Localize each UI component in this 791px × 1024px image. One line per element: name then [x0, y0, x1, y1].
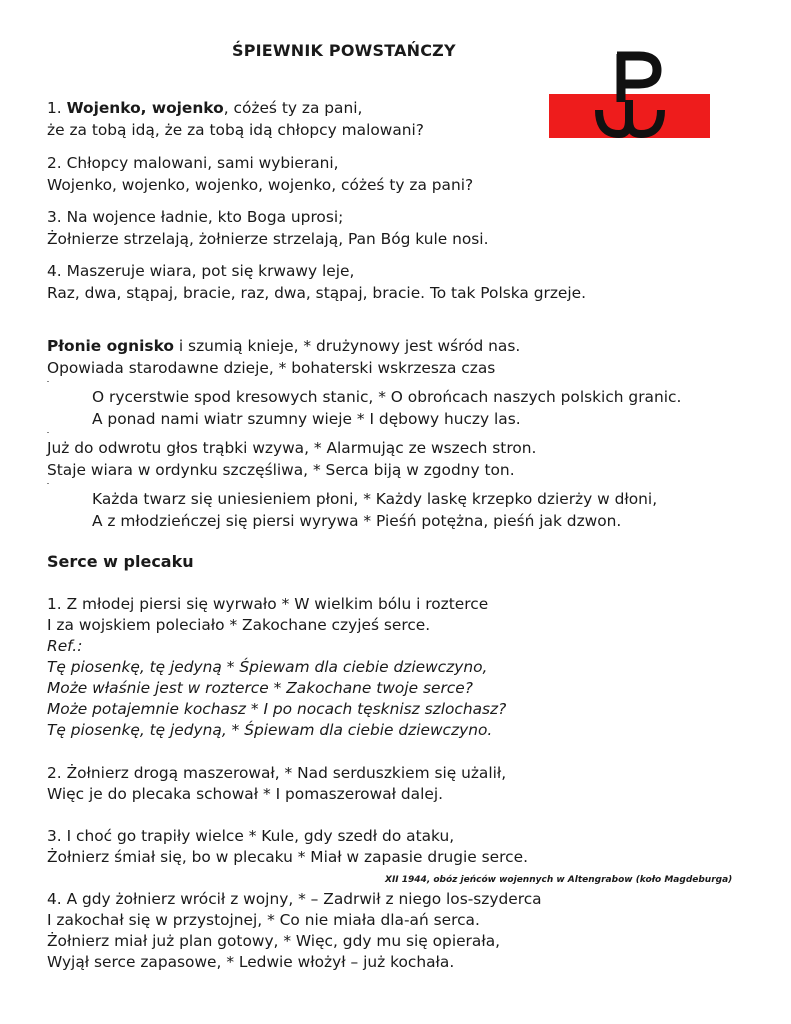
- song2-line1: Płonie ognisko i szumią knieje, * drużynowy jest wśród nas.: [47, 337, 521, 355]
- song3-verse1-line2: I za wojskiem poleciało * Zakochane czyjeś serce.: [47, 616, 431, 634]
- song3-verse3-line1: 3. I choć go trapiły wielce * Kule, gdy szedł do ataku,: [47, 827, 455, 845]
- song2-refrain-line1: O rycerstwie spod kresowych stanic, * O obrońcach naszych polskich granic.: [92, 388, 682, 406]
- song3-refrain-label: Ref.:: [47, 637, 83, 655]
- song1-verse4-line2: Raz, dwa, stąpaj, bracie, raz, dwa, stąpaj, bracie. To tak Polska grzeje.: [47, 284, 587, 302]
- song1-verse1-line1: 1. Wojenko, wojenko, cóżeś ty za pani,: [47, 99, 363, 117]
- song2-line3: Już do odwrotu głos trąbki wzywa, * Alarmując ze wszech stron.: [47, 439, 537, 457]
- song3-verse1-line1: 1. Z młodej piersi się wyrwało * W wielkim bólu i rozterce: [47, 595, 489, 613]
- song2-line2: Opowiada starodawne dzieje, * bohaterski wskrzesza czas: [47, 359, 496, 377]
- song3-verse2-line2: Więc je do plecaka schował * I pomaszerował dalej.: [47, 785, 444, 803]
- divider-dot: [47, 381, 49, 382]
- song1-verse4-line1: 4. Maszeruje wiara, pot się krwawy leje,: [47, 262, 355, 280]
- song2-refrain-line2: A ponad nami wiatr szumny wieje * I dębowy huczy las.: [92, 410, 521, 428]
- song2-refrain-line3: Każda twarz się uniesieniem płoni, * Każdy laskę krzepko dzierży w dłoni,: [92, 490, 658, 508]
- song1-verse3-line2: Żołnierze strzelają, żołnierze strzelają, Pan Bóg kule nosi.: [47, 230, 489, 248]
- divider-dot: [47, 483, 49, 484]
- song3-verse3-line2: Żołnierz śmiał się, bo w plecaku * Miał w zapasie drugie serce.: [47, 848, 528, 866]
- kotwica-emblem-icon: [549, 50, 710, 138]
- song3-verse4-line4: Wyjął serce zapasowe, * Ledwie włożył – już kochała.: [47, 953, 455, 971]
- song3-verse4-line1: 4. A gdy żołnierz wrócił z wojny, * – Zadrwił z niego los-szyderca: [47, 890, 542, 908]
- song2-refrain-line4: A z młodzieńczej się piersi wyrywa * Pieśń potężna, pieśń jak dzwon.: [92, 512, 622, 530]
- song3-refrain-line2: Może właśnie jest w rozterce * Zakochane twoje serce?: [47, 679, 473, 697]
- song1-verse1-line2: że za tobą idą, że za tobą idą chłopcy malowani?: [47, 121, 424, 139]
- song2-title: Płonie ognisko: [47, 337, 174, 355]
- page-title: ŚPIEWNIK POWSTAŃCZY: [232, 41, 456, 60]
- song3-title: Serce w plecaku: [47, 552, 194, 571]
- song3-verse4-line3: Żołnierz miał już plan gotowy, * Więc, gdy mu się opierała,: [47, 932, 501, 950]
- song3-refrain-line4: Tę piosenkę, tę jedyną, * Śpiewam dla ciebie dziewczyno.: [47, 721, 493, 739]
- song1-verse2-line1: 2. Chłopcy malowani, sami wybierani,: [47, 154, 339, 172]
- song3-source-caption: XII 1944, obóz jeńców wojennych w Altengrabow (koło Magdeburga): [385, 875, 733, 885]
- song3-verse2-line1: 2. Żołnierz drogą maszerował, * Nad serduszkiem się użalił,: [47, 764, 507, 782]
- song1-verse3-line1: 3. Na wojence ładnie, kto Boga uprosi;: [47, 208, 344, 226]
- song1-verse2-line2: Wojenko, wojenko, wojenko, wojenko, cóżeś ty za pani?: [47, 176, 474, 194]
- song1-title: Wojenko, wojenko: [66, 99, 224, 117]
- song3-refrain-line1: Tę piosenkę, tę jedyną * Śpiewam dla ciebie dziewczyno,: [47, 658, 488, 676]
- divider-dot: [47, 432, 49, 433]
- song3-refrain-line3: Może potajemnie kochasz * I po nocach tęsknisz szlochasz?: [47, 700, 507, 718]
- song2-line4: Staje wiara w ordynku szczęśliwa, * Serca biją w zgodny ton.: [47, 461, 515, 479]
- song3-verse4-line2: I zakochał się w przystojnej, * Co nie miała dla-ań serca.: [47, 911, 480, 929]
